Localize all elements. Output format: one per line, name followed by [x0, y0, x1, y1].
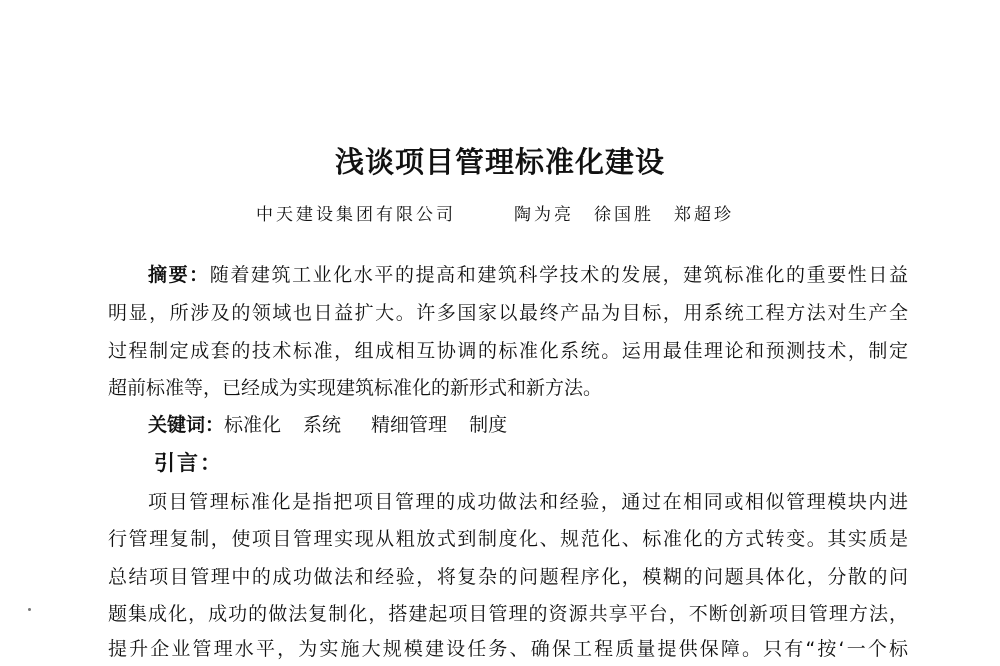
author-name: 郑超珍 [674, 205, 734, 225]
keyword: 精细管理 [371, 414, 448, 436]
author-organization: 中天建设集团有限公司 [256, 205, 456, 225]
author-name: 陶为亮 [514, 205, 574, 225]
abstract-line-2: 明显，所涉及的领域也日益扩大。许多国家以最终产品为目标，用系统工程方法对生产全 [108, 302, 908, 324]
author-name: 徐国胜 [594, 205, 654, 225]
abstract-label: 摘要： [148, 264, 210, 286]
intro-line-1: 项目管理标准化是指把项目管理的成功做法和经验，通过在相同或相似管理模块内进 [148, 491, 908, 513]
author-line [0, 200, 1000, 225]
keywords-line [148, 408, 908, 442]
scan-speck [28, 608, 31, 611]
keyword: 标准化 [224, 414, 282, 436]
keyword: 制度 [469, 414, 508, 436]
intro-heading: 引言： [154, 451, 223, 475]
abstract-line-1 [148, 258, 908, 292]
keyword: 系统 [303, 414, 342, 436]
intro-line-5: 提升企业管理水平，为实施大规模建设任务、确保工程质量提供保障。只有“按‘一个标 [108, 638, 908, 660]
intro-line-4: 题集成化，成功的做法复制化，搭建起项目管理的资源共享平台，不断创新项目管理方法， [108, 603, 908, 625]
abstract-line-4: 超前标准等，已经成为实现建筑标准化的新形式和新方法。 [108, 377, 603, 399]
intro-line-3: 总结项目管理中的成功做法和经验，将复杂的问题程序化，模糊的问题具体化，分散的问 [108, 566, 908, 588]
abstract-text: 随着建筑工业化水平的提高和建筑科学技术的发展，建筑标准化的重要性日益 [209, 264, 908, 286]
keywords-label: 关键词： [148, 414, 225, 436]
intro-line-2: 行管理复制，使项目管理实现从粗放式到制度化、规范化、标准化的方式转变。其实质是 [108, 528, 908, 550]
paper-title: 浅谈项目管理标准化建设 [334, 145, 665, 179]
abstract-line-3: 过程制定成套的技术标准，组成相互协调的标准化系统。运用最佳理论和预测技术，制定 [108, 340, 908, 362]
